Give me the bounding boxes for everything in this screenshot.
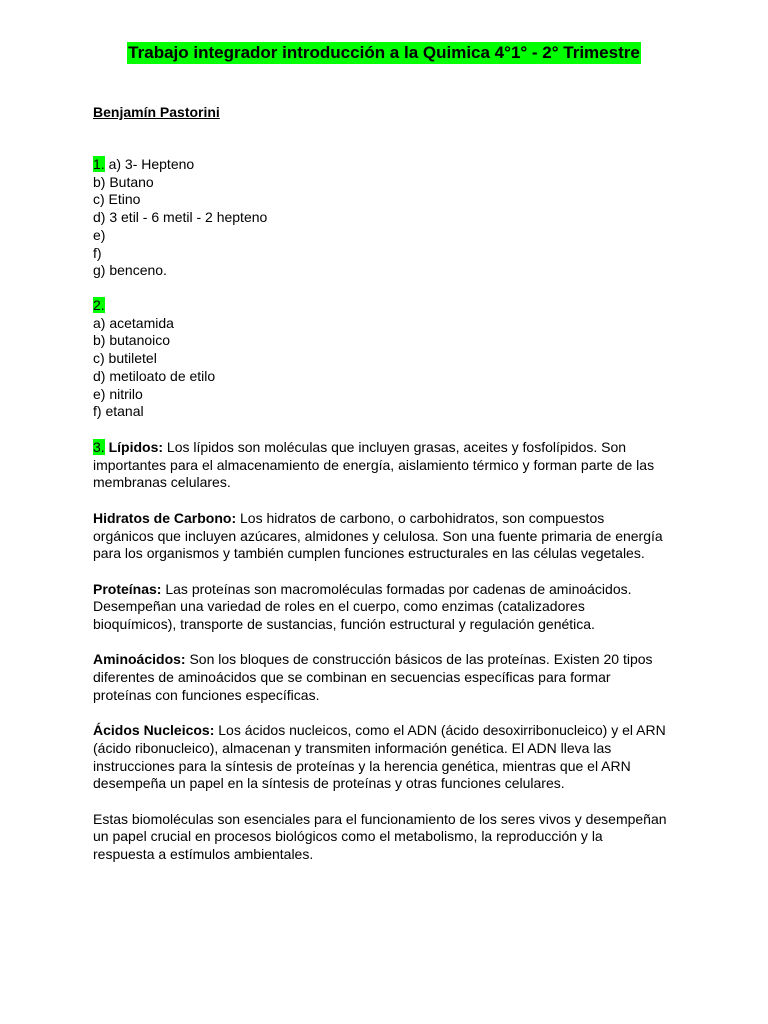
term-acidos-nucleicos: Ácidos Nucleicos: bbox=[93, 722, 215, 739]
list-item: f) etanal bbox=[93, 403, 144, 420]
paragraph-conclusion: Estas biomoléculas son esenciales para el funcionamiento de los seres vivos y desempeñan un papel crucial en procesos biológicos como el metabolismo, la reproducción y la respuesta a estímulos ambientales. bbox=[93, 810, 667, 863]
paragraph-proteinas: Proteínas: Las proteínas son macromoléculas formadas por cadenas de aminoácidos. Desempeñan una variedad de roles en el cuerpo, como enzimas (catalizadores bioquímicos), transporte de sustancias, función estructural y regulación genética. bbox=[93, 580, 632, 632]
list-item: g) benceno. bbox=[93, 262, 167, 279]
section-3 bbox=[93, 439, 693, 881]
list-item: e) nitrilo bbox=[93, 385, 143, 402]
paragraph-hidratos: Hidratos de Carbono: Los hidratos de carbono, o carbohidratos, son compuestos orgánicos que incluyen azúcares, almidones y celulosa. Son una fuente primaria de energía para los organismos y también cumplen funciones estructurales en las células vegetales. bbox=[93, 509, 663, 562]
list-item: c) butiletel bbox=[93, 350, 157, 367]
term-lipidos: Lípidos: bbox=[108, 439, 164, 455]
title-container bbox=[0, 42, 768, 64]
section-1 bbox=[93, 156, 693, 280]
section-3-number: 3. bbox=[93, 439, 105, 455]
list-item: e) bbox=[93, 226, 106, 243]
author-name: Benjamín Pastorini bbox=[93, 104, 220, 120]
term-hidratos: Hidratos de Carbono: bbox=[93, 509, 237, 526]
list-item: c) Etino bbox=[93, 191, 141, 208]
section-1-number: 1. bbox=[93, 156, 105, 172]
list-item: b) Butano bbox=[93, 173, 154, 190]
paragraph-lipidos: 3. Lípidos: Los lípidos son moléculas que incluyen grasas, aceites y fosfolípidos. Son importantes para el almacenamiento de energía, aislamiento térmico y forman parte de las membranas celulares. bbox=[93, 439, 655, 491]
list-item: b) butanoico bbox=[93, 332, 171, 349]
paragraph-aminoacidos: Aminoácidos: Son los bloques de construcción básicos de las proteínas. Existen 20 tipos diferentes de aminoácidos que se combinan en secuencias específicas para formar proteínas con funciones específicas. bbox=[93, 651, 653, 703]
paragraph-acidos-nucleicos: Ácidos Nucleicos: Los ácidos nucleicos, como el ADN (ácido desoxirribonucleico) y el ARN (ácido ribonucleico), almacenan y transmiten información genética. El ADN lleva las instrucciones para la síntesis de proteínas y la herencia genética, mientras que el ARN desempeña un papel en la síntesis de proteínas y otras funciones celulares. bbox=[93, 722, 666, 792]
term-proteinas: Proteínas: bbox=[93, 580, 162, 597]
section-2 bbox=[93, 297, 693, 421]
section-1-line-1 bbox=[93, 156, 693, 174]
list-item: a) acetamida bbox=[93, 314, 174, 331]
section-2-number: 2. bbox=[93, 297, 105, 313]
list-item: d) metiloato de etilo bbox=[93, 367, 216, 384]
list-item: a) 3- Hepteno bbox=[108, 156, 195, 172]
list-item: f) bbox=[93, 244, 102, 261]
document-title: Trabajo integrador introducción a la Quimica 4°1° - 2° Trimestre bbox=[128, 43, 640, 62]
term-aminoacidos: Aminoácidos: bbox=[93, 651, 186, 668]
list-item: d) 3 etil - 6 metil - 2 hepteno bbox=[93, 209, 268, 226]
